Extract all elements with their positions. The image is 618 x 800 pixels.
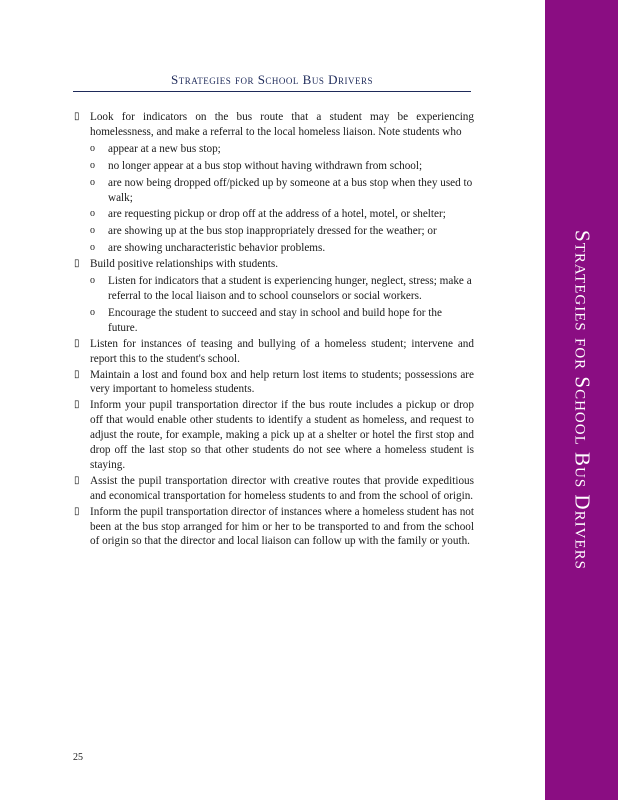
- bullet-marker: ▯: [74, 368, 80, 380]
- list-item: [74, 257, 474, 272]
- sub-list-item: [74, 241, 474, 256]
- bullet-marker: ▯: [74, 505, 80, 517]
- sub-list-item-text: are showing uncharacteristic behavior problems.: [108, 242, 326, 255]
- sub-list-item: [74, 207, 474, 222]
- sub-list-item: [74, 274, 474, 304]
- sub-list-item: [74, 159, 474, 174]
- sub-list-item: [74, 176, 474, 206]
- bullet-marker: ▯: [74, 474, 80, 486]
- sub-bullet-marker: o: [90, 159, 95, 171]
- list-item-text: Build positive relationships with students.: [90, 258, 279, 271]
- sub-list-item-text: are now being dropped off/picked up by someone at a bus stop when they used to walk;: [108, 176, 473, 204]
- strategy-list: [74, 110, 474, 550]
- sub-list-item-text: no longer appear at a bus stop without having withdrawn from school;: [108, 159, 423, 172]
- side-band: [545, 0, 618, 800]
- sub-bullet-marker: o: [90, 142, 95, 154]
- sub-list-item-text: Listen for indicators that a student is experiencing hunger, neglect, stress; make a referral to the local liaison and to school counselors or social workers.: [108, 275, 472, 302]
- list-item: [74, 474, 474, 504]
- list-item: [74, 337, 474, 367]
- sub-list-item-text: are requesting pickup or drop off at the address of a hotel, motel, or shelter;: [108, 208, 446, 221]
- sub-bullet-marker: o: [90, 275, 95, 287]
- sub-bullet-marker: o: [90, 225, 95, 237]
- bullet-marker: ▯: [74, 399, 80, 411]
- sub-list-item-text: are showing up at the bus stop inappropriately dressed for the weather; or: [108, 225, 437, 238]
- list-item-text: Assist the pupil transportation director with creative routes that provide expeditious and economical transportation for homeless students to and from the school of origin.: [90, 474, 474, 502]
- page-number: 25: [73, 752, 83, 763]
- bullet-marker: ▯: [74, 111, 80, 122]
- list-item: [74, 368, 474, 398]
- list-item: [74, 505, 474, 550]
- list-item-text: Listen for instances of teasing and bullying of a homeless student; intervene and report this to the student's school.: [90, 337, 474, 365]
- list-item-text: Look for indicators on the bus route that a student may be experiencing homelessness, and make a referral to the local homeless liaison. Note students who: [90, 111, 474, 138]
- list-item-text: Maintain a lost and found box and help return lost items to students; possessions are very important to homeless students.: [90, 368, 474, 396]
- side-title: Strategies for School Bus Drivers: [570, 230, 594, 570]
- list-item-text: Inform your pupil transportation director if the bus route includes a pickup or drop off that would enable other students to identify a student as homeless, and request to adjust the route, for example, making a pick up at a shelter or hotel the first stop and drop off the last stop so that other students do not see where a homeless student is staying.: [90, 399, 474, 471]
- list-item: [74, 110, 474, 140]
- sub-bullet-marker: o: [90, 208, 95, 220]
- sub-list-item-text: Encourage the student to succeed and stay in school and build hope for the future.: [108, 306, 442, 334]
- bullet-marker: ▯: [74, 258, 80, 270]
- list-item-text: Inform the pupil transportation director of instances where a homeless student has not been at the bus stop arranged for him or her to be transported to and from the school of origin so that the director and local liaison can follow up with the family or youth.: [90, 505, 475, 548]
- sub-bullet-marker: o: [90, 242, 95, 254]
- list-item: [74, 398, 474, 473]
- sub-list-item-text: appear at a new bus stop;: [108, 142, 221, 155]
- section-heading: Strategies for School Bus Drivers: [170, 72, 374, 87]
- sub-list-item: [74, 306, 474, 336]
- bullet-marker: ▯: [74, 337, 80, 349]
- sub-list-item: [74, 224, 474, 239]
- sub-bullet-marker: o: [90, 176, 95, 188]
- sub-bullet-marker: o: [90, 306, 95, 318]
- heading-divider: [73, 91, 471, 92]
- sub-list-item: [74, 142, 474, 157]
